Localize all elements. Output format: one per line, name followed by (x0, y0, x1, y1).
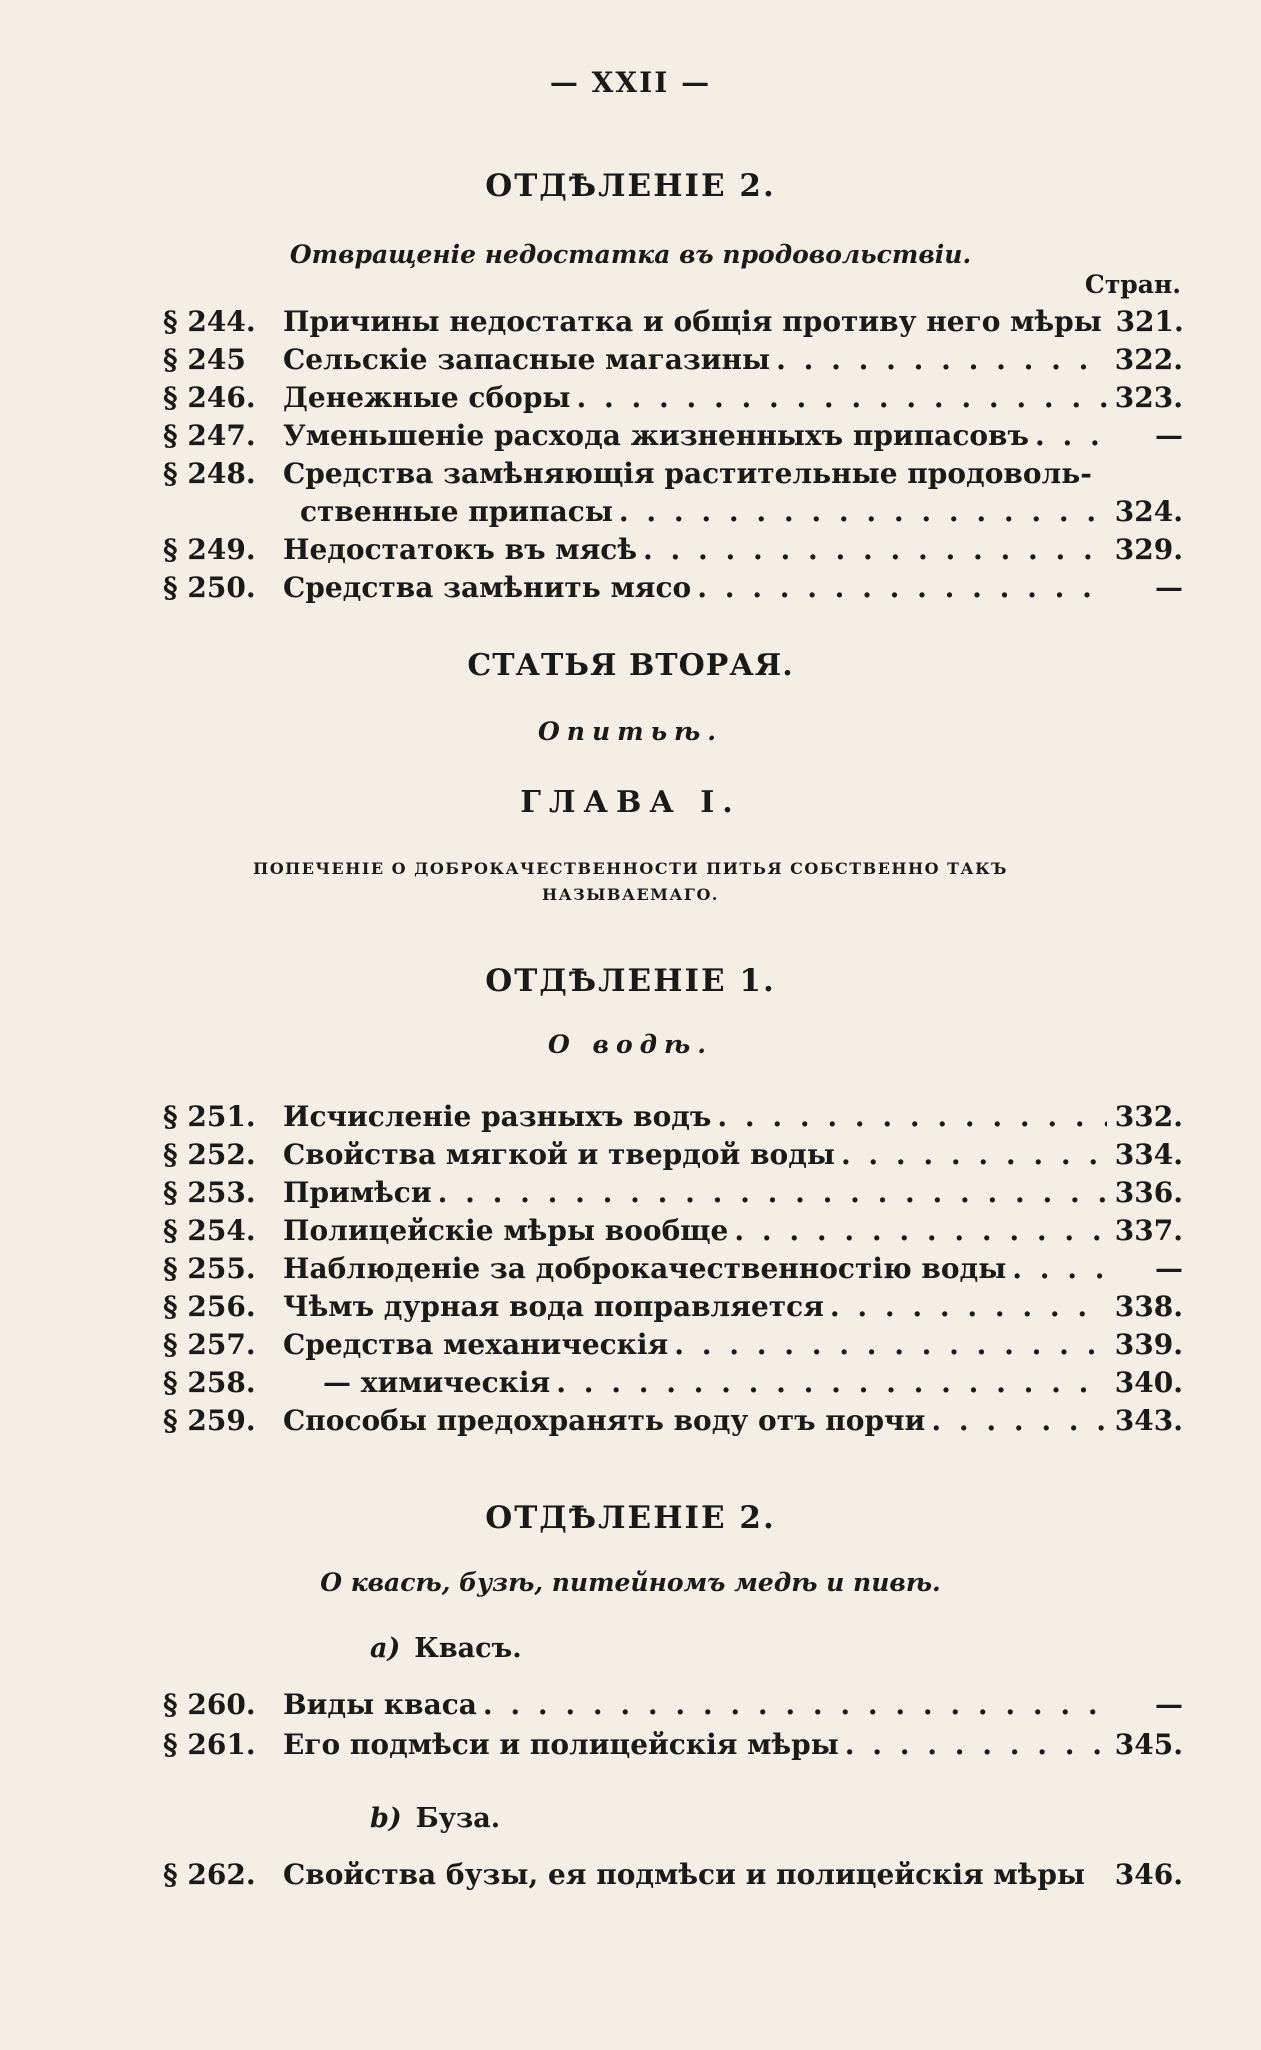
subsection-heading-a (370, 1633, 522, 1664)
toc-entry (163, 1138, 1183, 1176)
section-heading: ОТДѢЛЕНІЕ 2. (485, 168, 776, 204)
entry-title: Средства замѣнить мясо (283, 571, 692, 604)
toc-entry (163, 1176, 1183, 1214)
section-number: § 248. (163, 457, 256, 490)
section-number: § 261. (163, 1728, 256, 1761)
page-number: — XXII — (549, 66, 712, 99)
toc-entry (163, 1100, 1183, 1138)
section-number: § 262. (163, 1858, 256, 1891)
entry-title: ственные припасы (300, 495, 613, 528)
section-number: § 255. (163, 1252, 256, 1285)
section-number: § 258. (163, 1366, 256, 1399)
entry-title: Сельскіе запасные магазины (283, 343, 771, 376)
section-heading: ОТДѢЛЕНІЕ 2. (485, 1500, 776, 1536)
section-number: § 260. (163, 1688, 256, 1721)
toc-entry (163, 1728, 1183, 1766)
section-number: § 245 (163, 343, 246, 376)
leader-dots (643, 533, 1107, 566)
leader-dots (845, 1728, 1107, 1761)
entry-title: Недостатокъ въ мясѣ (283, 533, 638, 566)
entry-title: Наблюденіе за доброкачественностію воды (283, 1252, 1007, 1285)
entry-title: Виды кваса (283, 1688, 477, 1721)
entry-page: 334. (1114, 1138, 1183, 1171)
subsection-heading-b (370, 1803, 500, 1834)
chapter-description-line-2: НАЗЫВАЕМАГО. (542, 885, 719, 904)
toc-entry (163, 1858, 1183, 1896)
entry-title: Полицейскіе мѣры вообще (283, 1214, 729, 1247)
entry-page: 345. (1114, 1728, 1183, 1761)
section-subtitle: О квасѣ, бузѣ, питейномъ медѣ и пивѣ. (320, 1568, 941, 1597)
toc-entry (163, 1252, 1183, 1290)
section-number: § 247. (163, 419, 256, 452)
section-number: § 246. (163, 381, 256, 414)
page-column-header: Стран. (1084, 270, 1181, 299)
entry-page: 321. (1115, 305, 1184, 338)
article-subtitle: Опитьѣ. (537, 717, 724, 746)
entry-page: — (1155, 419, 1183, 452)
toc-entry (163, 1404, 1183, 1442)
article-heading: СТАТЬЯ ВТОРАЯ. (467, 648, 794, 683)
section-number: § 244. (163, 305, 256, 338)
entry-page: 336. (1114, 1176, 1183, 1209)
entry-page: 329. (1114, 533, 1183, 566)
entry-page: 346. (1114, 1858, 1183, 1891)
section-number: § 249. (163, 533, 256, 566)
subsection-letter: а) (370, 1633, 401, 1664)
entry-page: 343. (1114, 1404, 1183, 1437)
toc-entry-continued (300, 495, 1183, 533)
toc-entry (163, 1328, 1183, 1366)
entry-title: Примѣси (283, 1176, 432, 1209)
section-number: § 256. (163, 1290, 256, 1323)
chapter-heading: ГЛАВА I. (520, 785, 741, 820)
leader-dots (483, 1688, 1107, 1721)
entry-page: — (1155, 571, 1183, 604)
entry-title: Причины недостатка и общія противу него мѣры (283, 305, 1102, 338)
leader-dots (556, 1366, 1107, 1399)
entry-page: 332. (1114, 1100, 1183, 1133)
toc-entry (163, 571, 1183, 609)
toc-entry (163, 1290, 1183, 1328)
chapter-description-line-1: ПОПЕЧЕНІЕ О ДОБРОКАЧЕСТВЕННОСТИ ПИТЬЯ СОБСТВЕННО ТАКЪ (253, 859, 1008, 878)
leader-dots (830, 1290, 1107, 1323)
entry-page: 324. (1114, 495, 1183, 528)
entry-title: Свойства мягкой и твердой воды (283, 1138, 835, 1171)
leader-dots (734, 1214, 1107, 1247)
toc-entry (163, 419, 1183, 457)
leader-dots (619, 495, 1107, 528)
subsection-title: Буза. (415, 1803, 501, 1834)
toc-entry (163, 457, 1183, 495)
section-number: § 257. (163, 1328, 256, 1361)
subsection-title: Квасъ. (414, 1633, 522, 1664)
entry-title: Способы предохранять воду отъ порчи (283, 1404, 926, 1437)
leader-dots (776, 343, 1107, 376)
section-subtitle: Отвращеніе недостатка въ продовольствіи. (289, 240, 972, 269)
entry-title: Свойства бузы, ея подмѣси и полицейскія мѣры (283, 1858, 1086, 1891)
entry-page: — (1155, 1252, 1183, 1285)
section-number: § 254. (163, 1214, 256, 1247)
leader-dots (697, 571, 1107, 604)
entry-page: — (1155, 1688, 1183, 1721)
entry-title: Средства механическія (283, 1328, 669, 1361)
entry-page: 338. (1114, 1290, 1183, 1323)
entry-page: 337. (1114, 1214, 1183, 1247)
leader-dots (576, 381, 1107, 414)
toc-entry (163, 1214, 1183, 1252)
section-number: § 252. (163, 1138, 256, 1171)
leader-dots (717, 1100, 1107, 1133)
toc-entry (163, 343, 1183, 381)
entry-page: 340. (1114, 1366, 1183, 1399)
entry-page: 323. (1114, 381, 1183, 414)
leader-dots (931, 1404, 1107, 1437)
entry-title: Средства замѣняющія растительные продоволь- (283, 457, 1092, 490)
section-number: § 250. (163, 571, 256, 604)
entry-page: 322. (1114, 343, 1183, 376)
toc-entry (163, 533, 1183, 571)
toc-entry (163, 1688, 1183, 1726)
entry-title: Денежные сборы (283, 381, 571, 414)
leader-dots (841, 1138, 1107, 1171)
section-number: § 251. (163, 1100, 256, 1133)
leader-dots (1035, 419, 1107, 452)
entry-title: Исчисленіе разныхъ водъ (283, 1100, 712, 1133)
section-subtitle: О водѣ. (548, 1030, 713, 1059)
entry-title: — химическія (323, 1366, 551, 1399)
leader-dots (674, 1328, 1107, 1361)
section-heading: ОТДѢЛЕНІЕ 1. (485, 963, 776, 999)
section-number: § 259. (163, 1404, 256, 1437)
subsection-letter: b) (370, 1803, 402, 1834)
section-number: § 253. (163, 1176, 256, 1209)
toc-entry (163, 1366, 1183, 1404)
leader-dots (1012, 1252, 1107, 1285)
toc-entry (163, 381, 1183, 419)
entry-title: Его подмѣси и полицейскія мѣры (283, 1728, 839, 1761)
entry-title: Чѣмъ дурная вода поправляется (283, 1290, 824, 1323)
toc-entry (163, 305, 1183, 343)
entry-title: Уменьшеніе расхода жизненныхъ припасовъ (283, 419, 1029, 452)
leader-dots (438, 1176, 1107, 1209)
entry-page: 339. (1114, 1328, 1183, 1361)
